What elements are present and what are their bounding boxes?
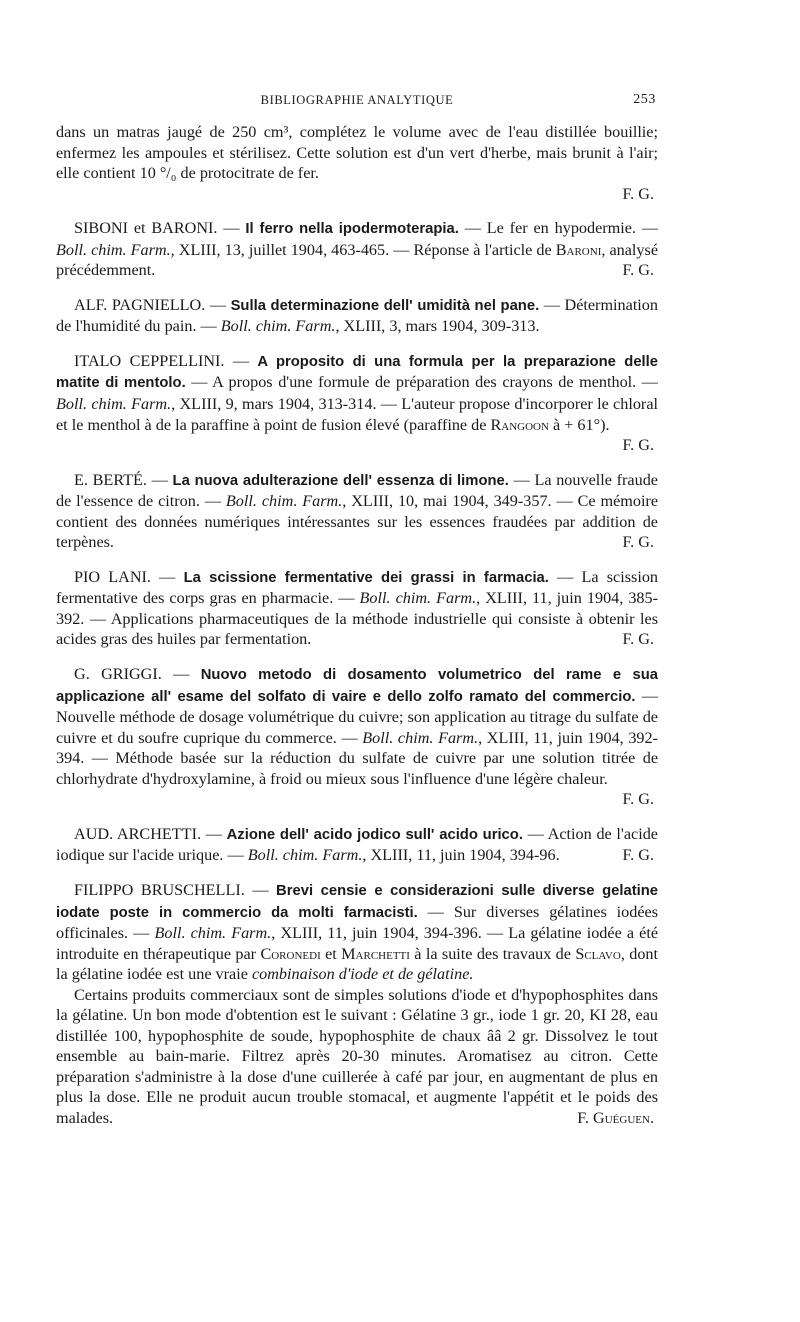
- reference: , XLIII, 11, juin 1904, 392-394.: [56, 728, 659, 768]
- journal: Boll. chim. Farm.: [225, 492, 343, 511]
- signature: F. G.: [622, 630, 654, 649]
- signature: F. G.: [622, 846, 654, 865]
- author: E. BERTÉ.: [74, 470, 147, 489]
- reference: , XLIII, 13, juillet 1904, 463-465.: [170, 240, 390, 259]
- signature: F. G.: [622, 261, 654, 280]
- title: Sulla determinazione dell' umidità nel pane.: [230, 297, 540, 314]
- italic-phrase: combinaison d'iode et de gélatine.: [251, 965, 474, 984]
- lead: Le fer en hypodermie.: [486, 219, 636, 238]
- lead: La scission fermentative des corps gras en pharmacie.: [56, 567, 659, 608]
- journal: Boll. chim. Farm.: [362, 728, 479, 747]
- author: G. GRIGGI.: [74, 665, 162, 684]
- journal: Boll. chim. Farm.: [247, 846, 363, 865]
- reference: , XLIII, 10, mai 1904, 349-357.: [342, 492, 552, 511]
- lead: Nouvelle méthode de dosage volumétrique du cuivre; son application au titrage du sulfate de cuivre et du soufre cuprique du commerce.: [56, 708, 658, 747]
- paragraph: Certains produits commerciaux sont de simples solutions d'iode et d'hypophosphites dans la gélatine. Un bon mode d'obtention est le suivant : Gélatine 3 gr., iode 1 gr. 20, KI 28, eau distillée 100, hypophosphite de soude, hypophosphite de chaux ââ 2 gr. Dissolvez le tout ensemble au bain-marie. Filtrez après 20-30 minutes. Aromatisez au citron. Cette préparation s'administre à la dose d'une cuillerée à café par jour, en augmentant de plus en plus la dose. Elle ne produit aucun trouble stomacal, et augmente l'appétit et le poids des malades. F. Guéguen.: [56, 985, 658, 1127]
- signature: F. G.: [622, 184, 654, 203]
- summary: Applications pharmaceutiques de la méthode industrielle qui consiste à obtenir les acides gras des huiles par fermentation.: [56, 609, 659, 649]
- journal: Boll. chim. Farm.: [56, 395, 172, 414]
- journal: Boll. chim. Farm.: [359, 589, 477, 608]
- entry-archetti: AUD. ARCHETTI. — Azione dell' acido jodico sull' acido urico. — Action de l'acide iodique sur l'acide urique. — Boll. chim. Farm., XLIII, 11, juin 1904, 394-96. F. G.: [56, 824, 658, 865]
- reference: , XLIII, 11, juin 1904, 394-396.: [271, 924, 482, 943]
- author: AUD. ARCHETTI.: [74, 824, 202, 843]
- signature: F. G.: [622, 790, 654, 809]
- title: A proposito di una formula per la preparazione delle matite di mentolo.: [56, 353, 658, 392]
- document-page: [56, 88, 658, 1143]
- author: SIBONI et BARONI.: [74, 219, 218, 238]
- journal: Boll. chim. Farm.: [154, 924, 272, 943]
- title: Brevi censie e considerazioni sulle diverse gelatine iodate poste in commercio da molti farmacisti.: [56, 882, 658, 921]
- entry-lani: PIO LANI. — La scissione fermentative dei grassi in farmacia. — La scission fermentative des corps gras en pharmacie. — Boll. chim. Farm., XLIII, 11, juin 1904, 385-392. — Applications pharmaceutiques de la méthode industrielle qui consiste à obtenir les acides gras des huiles par fermentation. F. G.: [56, 567, 659, 649]
- author: PIO LANI.: [74, 567, 151, 586]
- author: ITALO CEPPELLINI.: [74, 351, 225, 370]
- cited-name: Marchetti: [341, 944, 410, 963]
- entry-bruschelli: FILIPPO BRUSCHELLI. — Brevi censie e considerazioni sulle diverse gelatine iodate poste in commercio da molti farmacisti. — Sur diverses gélatines iodées officinales. — Boll. chim. Farm., XLIII, 11, juin 1904, 394-396. — La gélatine iodée a été introduite en thérapeutique par Coronedi et Marchetti à la suite des travaux de Sclavo, dont la gélatine iodée est une vraie combinaison d'iode et de gélatine. Certains produits commerciaux sont de simples solutions d'iode et d'hypophosphites dans la gélatine. Un bon mode d'obtention est le suivant : Gélatine 3 gr., iode 1 gr. 20, KI 28, eau distillée 100, hypophosphite de soude, hypophosphite de chaux ââ 2 gr. Dissolvez le tout ensemble au bain-marie. Filtrez après 20-30 minutes. Aromatisez au citron. Cette préparation s'administre à la dose d'une cuillerée à café par jour, en augmentant de plus en plus la dose. Elle ne produit aucun trouble stomacal, et augmente l'appétit et le poids des malades. F. Guéguen.: [56, 880, 659, 1127]
- entry-griggi: G. GRIGGI. — Nuovo metodo di dosamento volumetrico del rame e sua applicazione all' esame del solfato di vaire e dello zolfo ramato del commercio. — Nouvelle méthode de dosage volumétrique du cuivre; son application au titrage du sulfate de cuivre et du soufre cuprique du commerce. — Boll. chim. Farm., XLIII, 11, juin 1904, 392-394. — Méthode basée sur la réduction du sulfate de cuivre par une solution titrée de chlorhydrate d'hydroxylamine, à froid ou mieux sous l'influence d'une légère chaleur. F. G.: [56, 665, 659, 809]
- entry-siboni: SIBONI et BARONI. — Il ferro nella ipodermoterapia. — Le fer en hypodermie. — Boll. chim. Farm., XLIII, 13, juillet 1904, 463-465. — Réponse à l'article de Baroni, analysé précédemment. F. G.: [56, 219, 659, 280]
- summary: Méthode basée sur la réduction du sulfate de cuivre par une solution titrée de chlorhydrate d'hydroxylamine, à froid ou mieux sous l'influence d'une légère chaleur.: [56, 749, 659, 788]
- reference: , XLIII, 9, mars 1904, 313-314.: [171, 395, 377, 414]
- signature: F. G.: [622, 436, 654, 455]
- lead: A propos d'une formule de préparation des crayons de menthol.: [212, 373, 637, 392]
- signature: F. G.: [622, 533, 654, 552]
- title: Nuovo metodo di dosamento volumetrico del rame e sua applicazione all' esame del solfato di vaire e dello zolfo ramato del commercio.: [56, 667, 659, 705]
- title: La scissione fermentative dei grassi in farmacia.: [183, 569, 549, 586]
- running-title: BIBLIOGRAPHIE ANALYTIQUE: [260, 93, 454, 107]
- page-number: 253: [633, 92, 656, 107]
- title: La nuova adulterazione dell' essenza di limone.: [172, 472, 509, 489]
- cited-name: Baroni: [555, 240, 602, 259]
- cited-name: Rangoon: [490, 415, 549, 434]
- entry-berte: E. BERTÉ. — La nuova adulterazione dell' essenza di limone. — La nouvelle fraude de l'essence de citron. — Boll. chim. Farm., XLIII, 10, mai 1904, 349-357. — Ce mémoire contient des données numériques intéressantes sur les essences fraudées par addition de terpènes. F. G.: [56, 470, 659, 552]
- reference: , XLIII, 3, mars 1904, 309-313.: [335, 317, 540, 336]
- author: FILIPPO BRUSCHELLI.: [74, 880, 245, 899]
- cited-name: Sclavo: [575, 944, 621, 963]
- journal: Boll. chim. Farm.: [56, 240, 171, 259]
- summary: Ce mémoire contient des données numériques intéressantes sur les essences fraudées par addition de terpènes.: [56, 492, 659, 552]
- entry-ceppellini: ITALO CEPPELLINI. — A proposito di una formula per la preparazione delle matite di mentolo. — A propos d'une formule de préparation des crayons de menthol. — Boll. chim. Farm., XLIII, 9, mars 1904, 313-314. — L'auteur propose d'incorporer le chloral et le menthol à de la paraffine à point de fusion élevé (paraffine de Rangoon à + 61°). F. G.: [56, 351, 659, 455]
- cited-name: Coronedi: [260, 944, 321, 963]
- entry-continuation: [56, 122, 658, 204]
- lead: Sur diverses gélatines iodées officinales.: [56, 902, 659, 943]
- lead: Détermination de l'humidité du pain.: [56, 295, 658, 336]
- author: ALF. PAGNIELLO.: [74, 295, 206, 314]
- signature: F. Guéguen.: [577, 1108, 654, 1127]
- reference: , XLIII, 11, juin 1904, 394-96.: [362, 846, 560, 865]
- reference: , XLIII, 11, juin 1904, 385-392.: [56, 589, 659, 628]
- running-head: [56, 88, 658, 110]
- entry-pagniello: ALF. PAGNIELLO. — Sulla determinazione dell' umidità nel pane. — Détermination de l'humidité du pain. — Boll. chim. Farm., XLIII, 3, mars 1904, 309-313.: [56, 295, 658, 336]
- lead: La nouvelle fraude de l'essence de citron.: [56, 470, 658, 511]
- title: Azione dell' acido jodico sull' acido urico.: [226, 826, 523, 843]
- journal: Boll. chim. Farm.: [220, 317, 336, 336]
- lead: Action de l'acide iodique sur l'acide urique.: [56, 824, 658, 865]
- title: Il ferro nella ipodermoterapia.: [245, 221, 459, 238]
- entry-text: dans un matras jaugé de 250 cm³, complétez le volume avec de l'eau distillée bouillie; enfermez les ampoules et stérilisez. Cette solution est d'un vert d'herbe, mais brunit à l'air; elle contient 10 °/₀ de protocitrate de fer.: [56, 123, 658, 183]
